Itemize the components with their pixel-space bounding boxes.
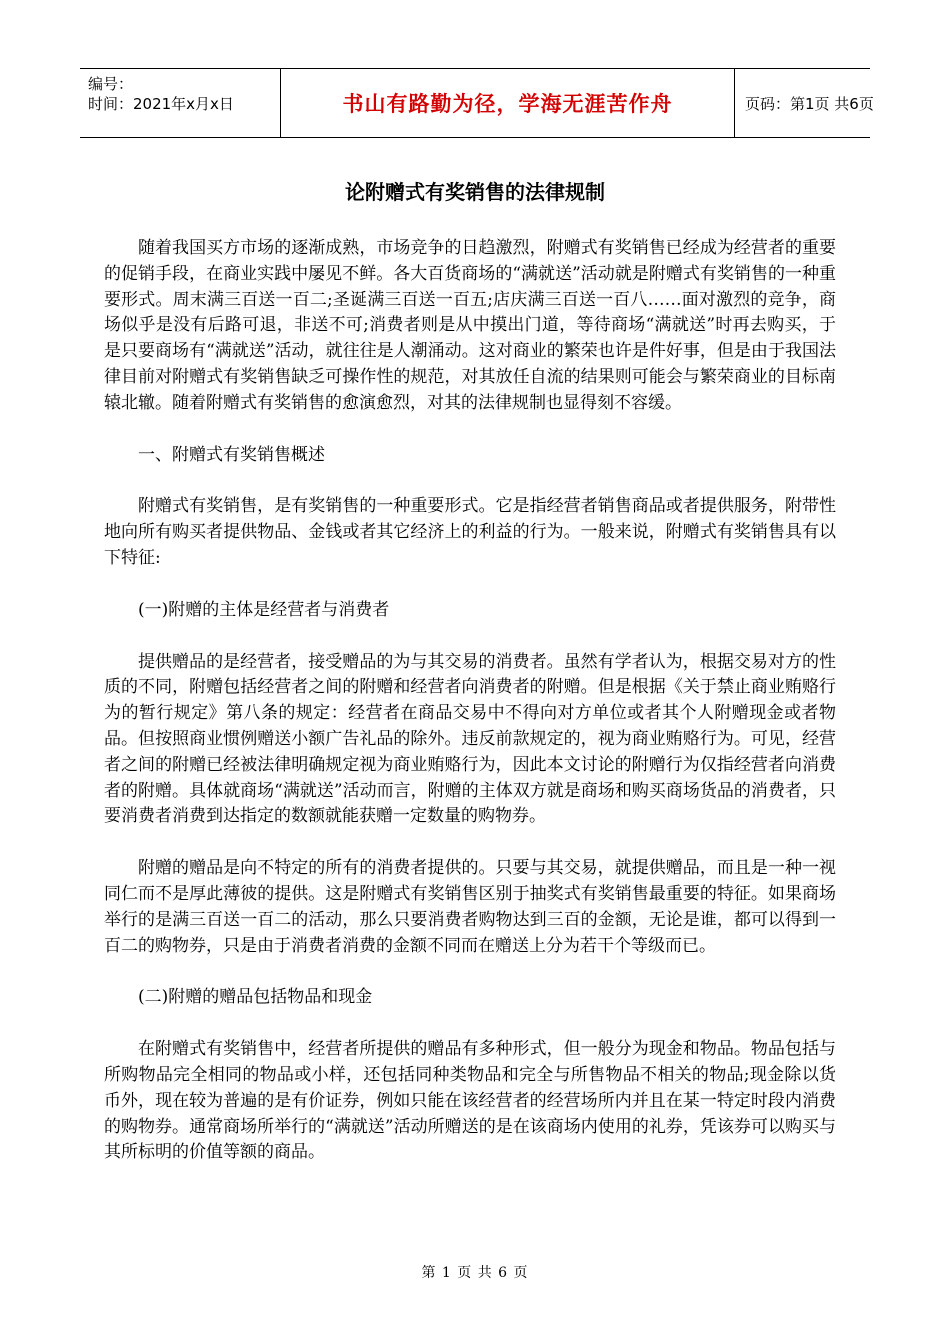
paragraph-intro: 随着我国买方市场的逐渐成熟，市场竞争的日趋激烈，附赠式有奖销售已经成为经营者的重要的促销手段，在商业实践中屡见不鲜。各大百货商场的“满就送”活动就是附赠式有奖销售的一种重要形式。周末满三百送一百二;圣诞满三百送一百五;店庆满三百送一百八……面对激烈的竞争，商场似乎是没有后路可退，非送不可;消费者则是从中摸出门道，等待商场“满就送”时再去购买，于是只要商场有“满就送”活动，就往往是人潮涌动。这对商业的繁荣也许是件好事，但是由于我国法律目前对附赠式有奖销售缺乏可操作性的规范，对其放任自流的结果则可能会与繁荣商业的目标南辕北辙。随着附赠式有奖销售的愈演愈烈，对其的法律规制也显得刻不容缓。 bbox=[104, 238, 836, 413]
header-motto: 书山有路勤为径，学海无涯苦作舟 bbox=[342, 92, 673, 116]
header-motto-cell bbox=[281, 69, 735, 137]
paragraph-gifts: 在附赠式有奖销售中，经营者所提供的赠品有多种形式，但一般分为现金和物品。物品包括与所购物品完全相同的物品或小样，还包括同种类物品和完全与所售物品不相关的物品;现金除以货币外，现在较为普遍的是有价证券，例如只能在该经营者的经营场所内并且在某一特定时段内消费的购物券。通常商场所举行的“满就送”活动所赠送的是在该商场内使用的礼券，凭该券可以购买与其所标明的价值等额的商品。 bbox=[104, 1039, 836, 1163]
header-page-info: 页码：第1页 共6页 bbox=[745, 94, 874, 113]
paragraph-unspecified-consumers: 附赠的赠品是向不特定的所有的消费者提供的。只要与其交易，就提供赠品，而且是一种一视同仁而不是厚此薄彼的提供。这是附赠式有奖销售区别于抽奖式有奖销售最重要的特征。如果商场举行的是满三百送一百二的活动，那么只要消费者购物达到三百的金额，无论是谁，都可以得到一百二的购物券，只是由于消费者消费的金额不同而在赠送上分为若干个等级而已。 bbox=[104, 858, 836, 956]
document-header bbox=[80, 68, 874, 138]
page-footer: 第 1 页 共 6 页 bbox=[421, 1265, 529, 1281]
time-label: 时间：2021年x月x日 bbox=[88, 95, 234, 113]
header-page-cell bbox=[735, 69, 874, 137]
header-meta-cell bbox=[80, 69, 281, 137]
subheading-subjects: (一)附赠的主体是经营者与消费者 bbox=[138, 599, 390, 620]
subheading-gifts: (二)附赠的赠品包括物品和现金 bbox=[138, 987, 373, 1008]
paragraph-definition: 附赠式有奖销售，是有奖销售的一种重要形式。它是指经营者销售商品或者提供服务，附带性地向所有购买者提供物品、金钱或者其它经济上的利益的行为。一般来说，附赠式有奖销售具有以下特征: bbox=[104, 496, 836, 568]
document-title: 论附赠式有奖销售的法律规制 bbox=[345, 180, 605, 204]
serial-number-label: 编号： bbox=[88, 75, 134, 93]
section-heading-overview: 一、附赠式有奖销售概述 bbox=[138, 444, 325, 465]
paragraph-subjects: 提供赠品的是经营者，接受赠品的为与其交易的消费者。虽然有学者认为，根据交易对方的性质的不同，附赠包括经营者之间的附赠和经营者向消费者的附赠。但是根据《关于禁止商业贿赂行为的暂行规定》第八条的规定：经营者在商品交易中不得向对方单位或者其个人附赠现金或者物品。但按照商业惯例赠送小额广告礼品的除外。违反前款规定的，视为商业贿赂行为。可见，经营者之间的附赠已经被法律明确规定视为商业贿赂行为，因此本文讨论的附赠行为仅指经营者向消费者的附赠。具体就商场“满就送”活动而言，附赠的主体双方就是商场和购买商场货品的消费者，只要消费者消费到达指定的数额就能获赠一定数量的购物券。 bbox=[104, 651, 836, 827]
document-body bbox=[104, 236, 836, 1192]
